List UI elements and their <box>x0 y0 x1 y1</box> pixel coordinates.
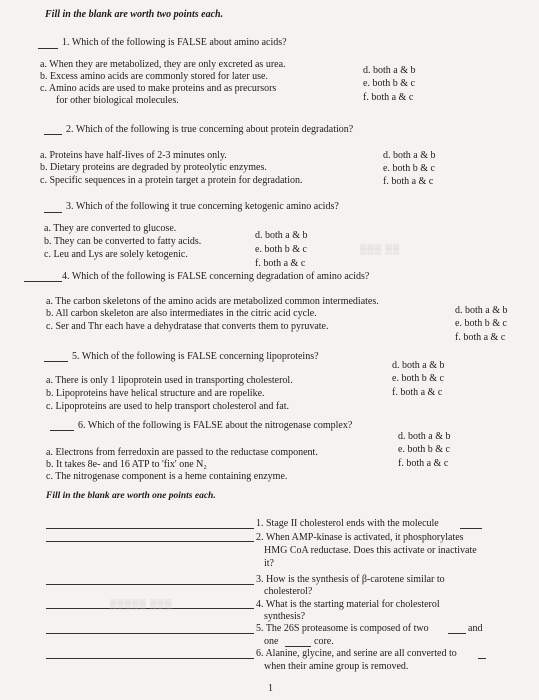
q1-prompt: 1. Which of the following is FALSE about amino acids? <box>62 37 287 48</box>
fill-q3-line1: 3. How is the synthesis of β-carotene similar to <box>256 574 445 585</box>
q3-option-c: c. Leu and Lys are solely ketogenic. <box>44 249 188 260</box>
answer-blank-q4[interactable] <box>24 281 62 282</box>
fill-q5-one: one <box>264 636 279 647</box>
fill-blank-1[interactable] <box>46 528 254 529</box>
q6-option-a: a. Electrons from ferredoxin are passed to the reductase component. <box>46 447 318 458</box>
q2-option-b: b. Dietary proteins are degraded by proteolytic enzymes. <box>40 162 267 173</box>
fill-q5-line1: 5. The 26S proteasome is composed of two <box>256 623 429 634</box>
q6-option-d: d. both a & b <box>398 431 451 442</box>
q6-option-f: f. both a & c <box>398 458 449 469</box>
q5-option-c: c. Lipoproteins are used to help transport cholesterol and fat. <box>46 401 289 412</box>
q1-option-b: b. Excess amino acids are commonly stored for later use. <box>40 71 268 82</box>
watermark-smudge-2: ▒▒▒▒▒ ▒▒▒ <box>110 599 173 609</box>
q5-option-e: e. both b & c <box>392 373 444 384</box>
fill-q6-inline-blank[interactable] <box>478 658 486 659</box>
section-header: Fill in the blank are worth two points each. <box>45 9 224 20</box>
answer-blank-q5[interactable] <box>44 361 68 362</box>
page-number: 1 <box>268 683 273 694</box>
q6-prompt: 6. Which of the following is FALSE about the nitrogenase complex? <box>78 420 353 431</box>
q3-option-b: b. They can be converted to fatty acids. <box>44 236 202 247</box>
q2-option-e: e. both b & c <box>383 163 435 174</box>
q5-option-f: f. both a & c <box>392 387 443 398</box>
fill-q2-line2: HMG CoA reductase. Does this activate or inactivate <box>264 545 477 556</box>
fill-q5-and: and <box>468 623 483 634</box>
q4-prompt: 4. Which of the following is FALSE concerning degradation of amino acids? <box>62 271 370 282</box>
section-header-fill: Fill in the blank are worth one points each. <box>46 491 216 501</box>
q5-option-d: d. both a & b <box>392 360 445 371</box>
fill-q2-line3: it? <box>264 558 274 569</box>
fill-q6-line2: when their amine group is removed. <box>264 661 409 672</box>
answer-blank-q2[interactable] <box>44 134 62 135</box>
q3-prompt: 3. Which of the following it true concerning ketogenic amino acids? <box>66 201 339 212</box>
fill-q1: 1. Stage II cholesterol ends with the molecule <box>256 518 439 529</box>
q1-option-a: a. When they are metabolized, they are only excreted as urea. <box>40 59 286 70</box>
fill-q1-inline-blank[interactable] <box>460 528 482 529</box>
answer-blank-q3[interactable] <box>44 212 62 213</box>
q5-option-a: a. There is only 1 lipoprotein used in transporting cholesterol. <box>46 375 293 386</box>
q5-prompt: 5. Which of the following is FALSE concerning lipoproteins? <box>72 351 319 362</box>
q3-option-d: d. both a & b <box>255 230 308 241</box>
q3-option-f: f. both a & c <box>255 258 306 269</box>
q6-option-b: b. It takes 8e- and 16 ATP to 'fix' one N₂ <box>46 459 207 470</box>
q6-option-c: c. The nitrogenase component is a heme containing enzyme. <box>46 471 288 482</box>
q4-option-d: d. both a & b <box>455 305 508 316</box>
fill-q5-inline-blank-2[interactable] <box>285 646 311 647</box>
q6-option-e: e. both b & c <box>398 444 450 455</box>
q2-option-d: d. both a & b <box>383 150 436 161</box>
q1-option-c-cont: for other biological molecules. <box>56 95 179 106</box>
q4-option-b: b. All carbon skeleton are also intermediates in the citric acid cycle. <box>46 308 317 319</box>
watermark-smudge: ▒▒▒ ▒▒ <box>360 244 401 254</box>
fill-blank-3[interactable] <box>46 584 254 585</box>
q4-option-a: a. The carbon skeletons of the amino acids are metabolized common intermediates. <box>46 296 379 307</box>
answer-blank-q6[interactable] <box>50 430 74 431</box>
q1-option-e: e. both b & c <box>363 78 415 89</box>
fill-q5-core: core. <box>314 636 334 647</box>
fill-q4-line1: 4. What is the starting material for cholesterol <box>256 599 440 610</box>
q2-option-f: f. both a & c <box>383 176 434 187</box>
fill-q2-line1: 2. When AMP-kinase is activated, it phosphorylates <box>256 532 464 543</box>
q5-option-b: b. Lipoproteins have helical structure and are ropelike. <box>46 388 265 399</box>
q3-option-e: e. both b & c <box>255 244 307 255</box>
q2-prompt: 2. Which of the following is true concerning about protein degradation? <box>66 124 354 135</box>
q4-option-e: e. both b & c <box>455 318 507 329</box>
q4-option-c: c. Ser and Thr each have a dehydratase that converts them to pyruvate. <box>46 321 329 332</box>
fill-blank-5[interactable] <box>46 633 254 634</box>
q1-option-d: d. both a & b <box>363 65 416 76</box>
fill-q5-inline-blank-1[interactable] <box>448 633 466 634</box>
q2-option-a: a. Proteins have half-lives of 2-3 minutes only. <box>40 150 227 161</box>
fill-q4-line2: synthesis? <box>264 611 306 622</box>
q1-option-c: c. Amino acids are used to make proteins and as precursors <box>40 83 277 94</box>
q1-option-f: f. both a & c <box>363 92 414 103</box>
fill-blank-2[interactable] <box>46 541 254 542</box>
q3-option-a: a. They are converted to glucose. <box>44 223 177 234</box>
fill-q6-line1: 6. Alanine, glycine, and serine are all converted to <box>256 648 457 659</box>
answer-blank-q1[interactable] <box>38 48 58 49</box>
fill-blank-6[interactable] <box>46 658 254 659</box>
q4-option-f: f. both a & c <box>455 332 506 343</box>
fill-q3-line2: cholesterol? <box>264 586 313 597</box>
q2-option-c: c. Specific sequences in a protein target a protein for degradation. <box>40 175 303 186</box>
